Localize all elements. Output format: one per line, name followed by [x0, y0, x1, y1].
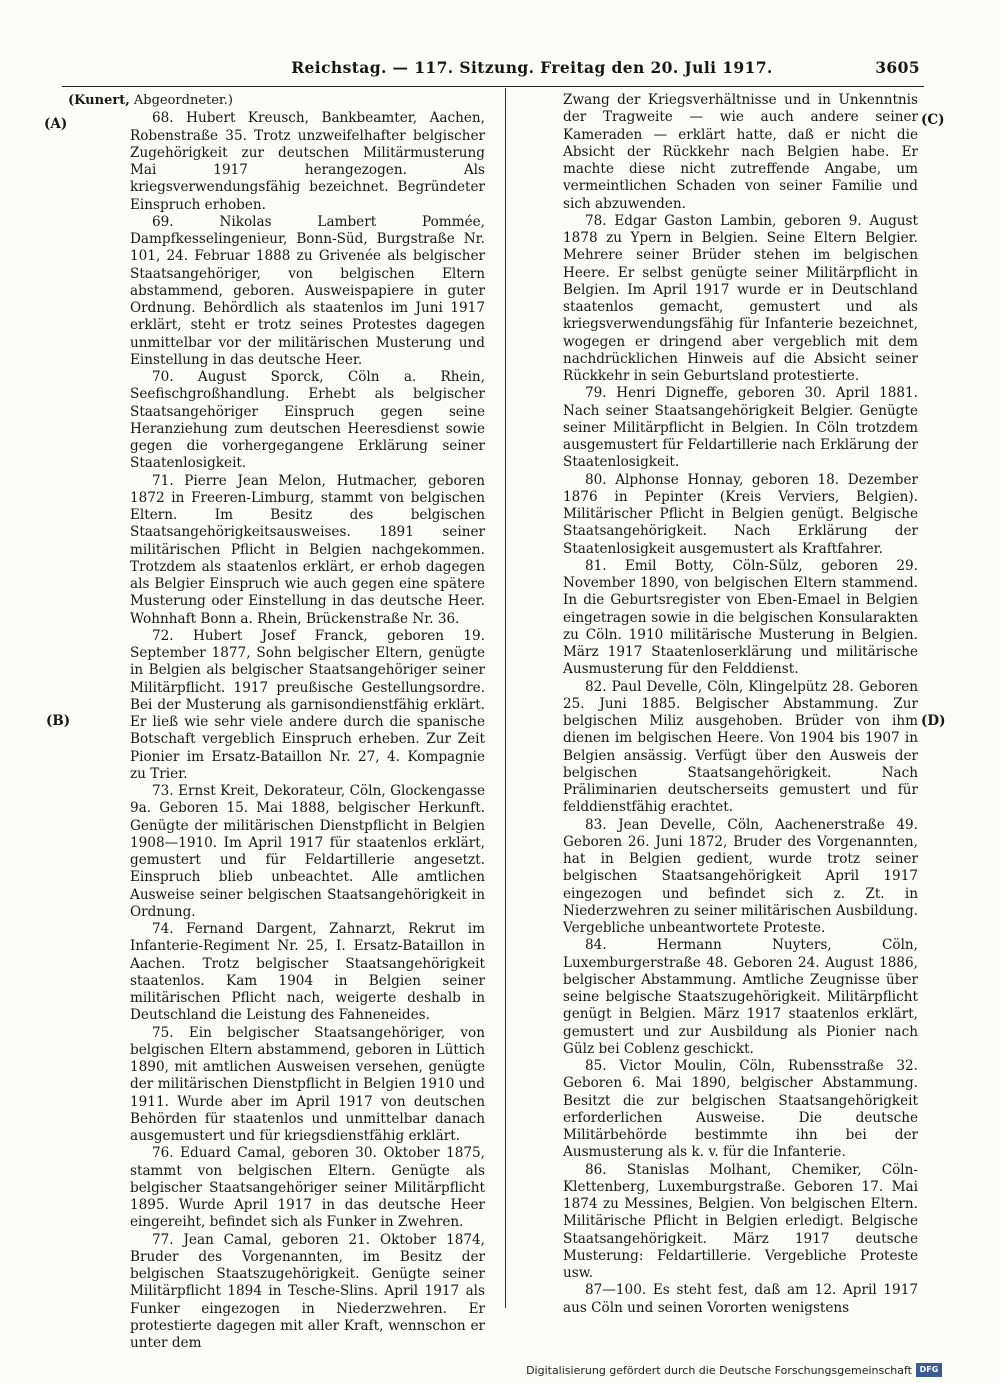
entry-paragraph: 70. August Sporck, Cöln a. Rhein, Seefischgroßhandlung. Erhebt als belgischer Staatsangehöriger Einspruch gegen seine Heranziehung zum deutschen Heeresdienst sowie gegen die vorhergegangene Erklärung seiner Staatenlosigkeit. [130, 369, 485, 472]
digitization-notice [526, 1363, 942, 1377]
margin-marker-c: (C) [921, 112, 945, 128]
entry-paragraph: 80. Alphonse Honnay, geboren 18. Dezember 1876 in Pepinter (Kreis Verviers, Belgien). Militärischer Pflicht in Belgien genügt. Belgische Staatsangehörigkeit. Nach Erklärung der Staatenlosigkeit ausgemustert als Kraftfahrer. [563, 471, 918, 557]
entry-paragraph: 77. Jean Camal, geboren 21. Oktober 1874, Bruder des Vorgenannten, im Besitz der belgischen Staatszugehörigkeit. Genügte seiner Militärpflicht 1894 in Tesche-Slins. April 1917 als Funker eingezogen in Niederzwehren. Er protestierte dagegen mit aller Kraft, wennschon er unter dem [130, 1231, 485, 1351]
margin-marker-b: (B) [46, 713, 71, 729]
entry-paragraph: 74. Fernand Dargent, Zahnarzt, Rekrut im Infanterie-Regiment Nr. 25, I. Ersatz-Bataillon in Aachen. Trotz belgischer Staatsangehörigkeit staatenlos. Kam 1904 in Belgien seiner militärischen Pflicht nach, weigerte deshalb in Deutschland die Leistung des Fahneneides. [130, 921, 485, 1024]
left-entries [130, 110, 485, 1352]
digitization-notice-text: Digitalisierung gefördert durch die Deutsche Forschungsgemeinschaft [526, 1363, 912, 1377]
entry-paragraph: 78. Edgar Gaston Lambin, geboren 9. August 1878 zu Ypern in Belgien. Seine Eltern Belgier. Mehrere seiner Brüder stehen im belgischen Heere. Er selbst genügte seiner Militärpflicht in Belgien. Im April 1917 wurde er in Deutschland staatenlos gemacht, gemustert und als kriegsverwendungsfähig für Infanterie bezeichnet, wogegen er dringend aber vergeblich mit dem nachdrücklichen Hinweis auf die Absicht seiner Rückkehr in sein Geburtsland protestierte. [563, 212, 918, 384]
entry-paragraph: 85. Victor Moulin, Cöln, Rubensstraße 32. Geboren 6. Mai 1890, belgischer Abstammung. Besitzt die zur belgischen Staatsangehörigkeit erforderlichen Ausweise. Die deutsche Militärbehörde bestimmte ihn bei der Ausmusterung als k. v. für die Infanterie. [563, 1058, 918, 1161]
entry-paragraph: 75. Ein belgischer Staatsangehöriger, von belgischen Eltern abstammend, geboren in Lüttich 1890, mit amtlichen Ausweisen versehen, genügte der militärischen Dienstpflicht in Belgien 1910 und 1911. Wurde aber im April 1917 von deutschen Behörden für staatenlos und unmittelbar danach ausgemustert und für kriegsdienstfähig erklärt. [130, 1024, 485, 1144]
entry-paragraph: 73. Ernst Kreit, Dekorateur, Cöln, Glockengasse 9a. Geboren 15. Mai 1888, belgischer Herkunft. Genügte der militärischen Dienstpflicht in Belgien 1908—1910. Im April 1917 für staatenlos erklärt, gemustert und für Feldartillerie angesetzt. Einspruch blieb unbeachtet. Alle amtlichen Ausweise seiner belgischen Staatsangehörigkeit in Ordnung. [130, 783, 485, 920]
speaker-name: (Kunert, [68, 93, 130, 108]
header-rule [62, 86, 924, 87]
page-number: 3605 [875, 58, 920, 77]
entry-paragraph: 84. Hermann Nuyters, Cöln, Luxemburgerstraße 48. Geboren 24. August 1886, belgischer Abstammung. Amtliche Zeugnisse über seine belgische Staatszugehörigkeit. Militärpflicht genügt in Belgien. März 1917 staatenlos erklärt, gemustert und zur Ausbildung als Pionier nach Gülz bei Coblenz geschickt. [563, 937, 918, 1057]
right-entries [563, 92, 918, 1317]
dfg-logo: DFG [916, 1363, 942, 1377]
entry-paragraph: 68. Hubert Kreusch, Bankbeamter, Aachen, Robenstraße 35. Trotz unzweifelhafter belgischer Zugehörigkeit zur deutschen Militärmusterung Mai 1917 herangezogen. Als kriegsverwendungsfähig bezeichnet. Begründeter Einspruch erhoben. [130, 110, 485, 213]
margin-marker-a: (A) [44, 116, 68, 132]
entry-paragraph: 83. Jean Develle, Cöln, Aachenerstraße 49. Geboren 26. Juni 1872, Bruder des Vorgenannten, hat in Belgien gedient, wurde trotz seiner belgischen Staatsangehörigkeit April 1917 eingezogen und befindet sich z. Zt. in Niederzwehren zu seiner militärischen Ausbildung. Vergebliche unbeantwortete Proteste. [563, 816, 918, 936]
entry-paragraph: 72. Hubert Josef Franck, geboren 19. September 1877, Sohn belgischer Eltern, genügte in Belgien als belgischer Staatsangehöriger seiner Militärpflicht. 1917 preußische Gestellungsordre. Bei der Musterung als garnisondienstfähig erklärt. Er ließ wie sehr viele andere durch die spanische Botschaft vergeblich Einspruch erheben. Zur Zeit Pionier im Ersatz-Bataillon Nr. 27, 4. Kompagnie zu Trier. [130, 627, 485, 782]
entry-paragraph: 81. Emil Botty, Cöln-Sülz, geboren 29. November 1890, von belgischen Eltern stammend. In die Geburtsregister von Eben-Emael in Belgien eingetragen sowie in die belgischen Konsularakten zu Cöln. 1910 militärische Musterung in Belgien. März 1917 Staatenloserklärung und militärische Ausmusterung für den Felddienst. [563, 557, 918, 678]
entry-paragraph: 71. Pierre Jean Melon, Hutmacher, geboren 1872 in Freeren-Limburg, stammt von belgischen Eltern. Im Besitz des belgischen Staatsangehörigkeitsausweises. 1891 seiner militärischen Pflicht in Belgien nachgekommen. Trotzdem als staatenlos erklärt, er erhob dagegen als Belgier Einspruch wie auch gegen eine spätere Musterung oder Einstellung in das deutsche Heer. Wohnhaft Bonn a. Rhein, Brückenstraße Nr. 36. [130, 472, 485, 627]
left-column [68, 92, 485, 1352]
speaker-label [68, 92, 485, 109]
entry-paragraph: Zwang der Kriegsverhältnisse und in Unkenntnis der Tragweite — wie auch andere seiner Kameraden — erklärt hatte, daß er nicht die Absicht der Rückkehr nach Belgien habe. Er machte diese nicht zutreffende Angabe, um vermeintlichen Schaden von seiner Familie und sich abzuwenden. [563, 92, 918, 212]
entry-paragraph: 79. Henri Digneffe, geboren 30. April 1881. Nach seiner Staatsangehörigkeit Belgier. Genügte seiner Militärpflicht in Belgien. In Cöln trotzdem ausgemustert für Feldartillerie nach Erklärung der Staatenlosigkeit. [563, 385, 918, 471]
speaker-role: Abgeordneter.) [133, 93, 233, 108]
entry-paragraph: 82. Paul Develle, Cöln, Klingelpütz 28. Geboren 25. Juni 1885. Belgischer Abstammung. Zur belgischen Miliz ausgehoben. Brüder von ihm dienen im belgischen Heere. Von 1904 bis 1907 in Belgien ansässig. Verfügt über den Ausweis der belgischen Staatsangehörigkeit. Nach Präliminarien deutscherseits gemustert und für felddienstfähig erachtet. [563, 678, 918, 816]
margin-marker-d: (D) [921, 713, 946, 729]
header-title: Reichstag. — 117. Sitzung. Freitag den 20. Juli 1917. [291, 58, 773, 77]
right-column [563, 92, 918, 1317]
entry-paragraph: 86. Stanislas Molhant, Chemiker, Cöln-Klettenberg, Luxemburgstraße. Geboren 17. Mai 1874 zu Messines, Belgien. Von belgischen Eltern. Militärische Pflicht in Belgien erledigt. Belgische Staatsangehörigkeit. März 1917 deutsche Musterung: Feldartillerie. Vergebliche Proteste usw. [563, 1161, 918, 1281]
entry-paragraph: 69. Nikolas Lambert Pommée, Dampfkesselingenieur, Bonn-Süd, Burgstraße Nr. 101, 24. Februar 1888 zu Grivenée als belgischer Staatsangehöriger, von belgischen Eltern abstammend, geboren. Ausweispapiere in guter Ordnung. Behördlich als staatenlos im Juni 1917 erklärt, steht er trotz seines Protestes dagegen unmittelbar vor der militärischen Musterung und Einstellung in das deutsche Heer. [130, 213, 485, 368]
page-header [252, 58, 920, 84]
column-divider [505, 88, 506, 1308]
entry-paragraph: 76. Eduard Camal, geboren 30. Oktober 1875, stammt von belgischen Eltern. Genügte als belgischer Staatsangehöriger seiner Militärpflicht 1895. Wurde April 1917 in das deutsche Heer eingereiht, befindet sich als Funker in Zwehren. [130, 1145, 485, 1231]
entry-paragraph: 87—100. Es steht fest, daß am 12. April 1917 aus Cöln und seinen Vororten wenigstens [563, 1282, 918, 1316]
